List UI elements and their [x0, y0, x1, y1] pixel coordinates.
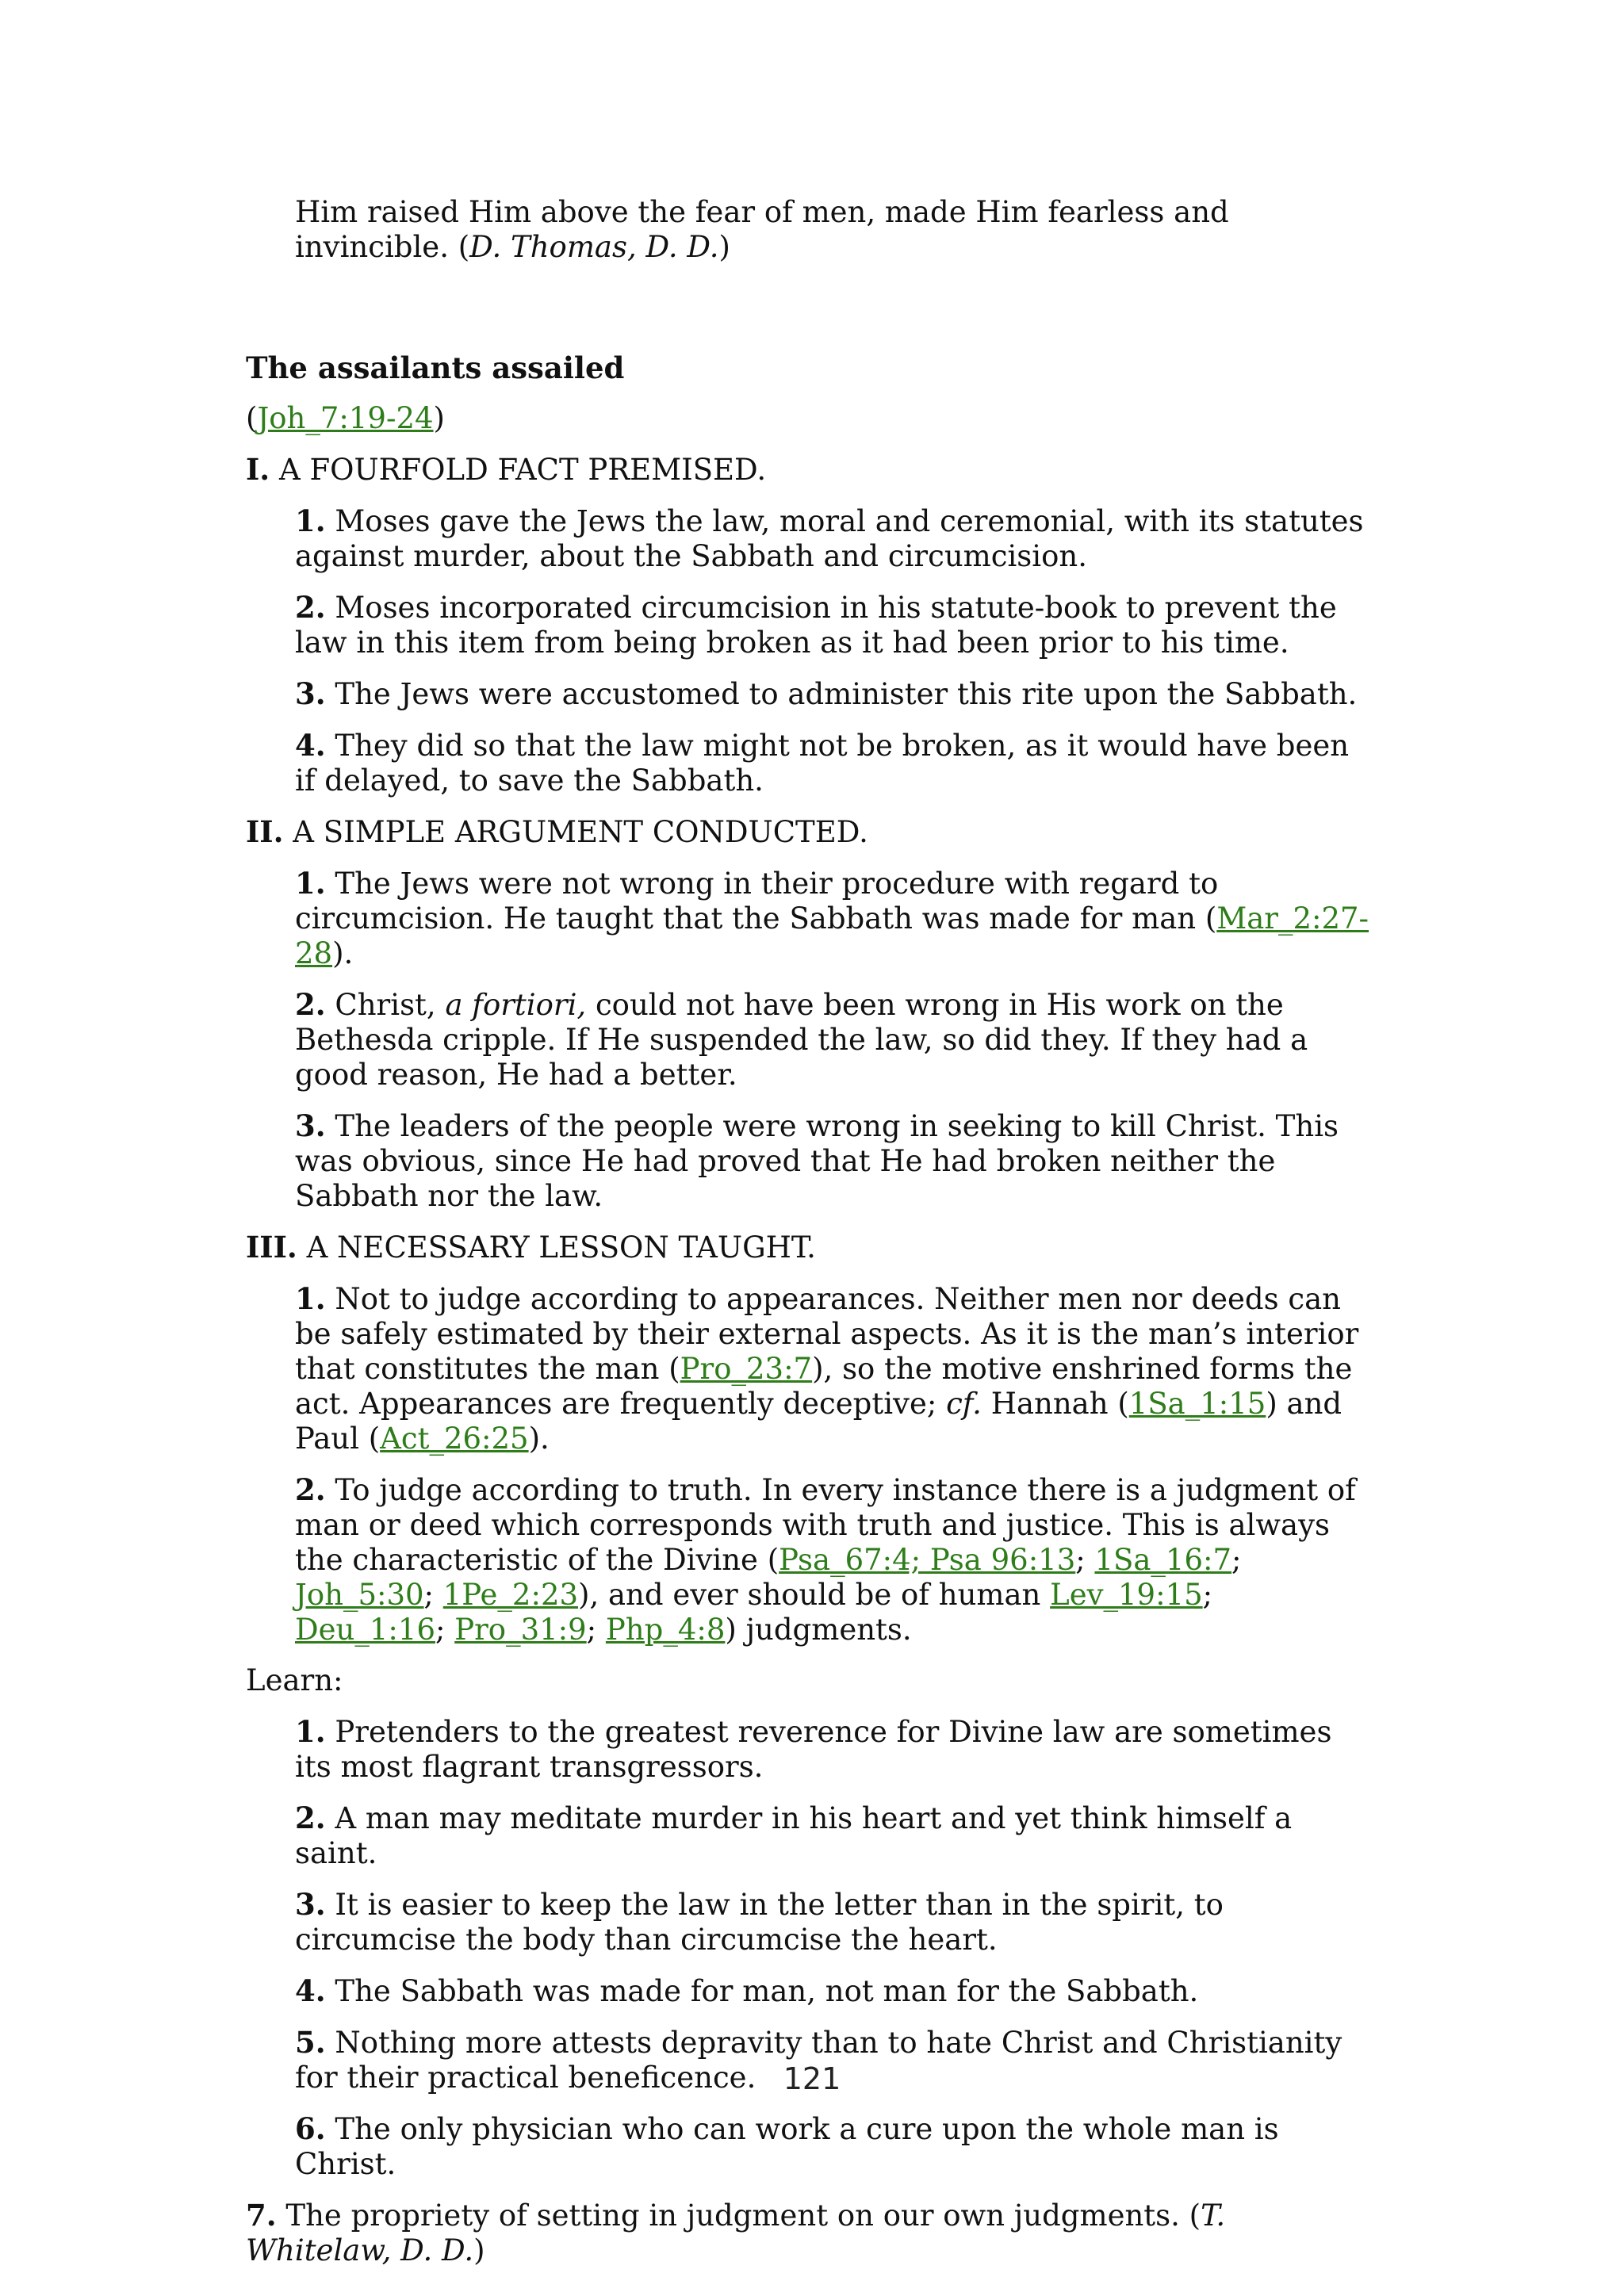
main-content — [246, 350, 1372, 2268]
intro-paragraph — [246, 195, 1372, 265]
part3-heading: III. A NECESSARY LESSON TAUGHT. — [246, 1230, 816, 1265]
scripture-link[interactable]: Php_4:8 — [605, 1613, 726, 1647]
scripture-link[interactable]: Lev_19:15 — [1050, 1578, 1203, 1612]
scripture-link[interactable]: Pro_31:9 — [454, 1613, 587, 1647]
scripture-link[interactable]: 1Pe_2:23 — [442, 1578, 579, 1612]
scripture-link[interactable]: Joh_7:19-24 — [257, 401, 434, 435]
learn-item: 6. The only physician who can work a cure upon the whole man is Christ. — [295, 2111, 1279, 2181]
part2-item: 1. The Jews were not wrong in their procedure with regard to circumcision. He taught that the Sabbath was made for man (Mar_2:27-28). — [295, 866, 1369, 970]
scripture-link[interactable]: Psa_67:4; Psa 96:13 — [779, 1543, 1076, 1577]
page-number: 121 — [783, 2061, 841, 2096]
part3-item: 1. Not to judge according to appearances. Neither men nor deeds can be safely estimated by their external aspects. As it is the man’s interior that constitutes the man (Pro_23:7), so the motive enshrined forms the act. Appearances are frequently deceptive; cf. Hannah (1Sa_1:15) and Paul (Act_26:25). — [295, 1281, 1359, 1456]
scripture-link[interactable]: 1Sa_16:7 — [1094, 1543, 1232, 1577]
learn-item: 4. The Sabbath was made for man, not man for the Sabbath. — [295, 1973, 1199, 2008]
part1-item: 3. The Jews were accustomed to administer this rite upon the Sabbath. — [295, 676, 1358, 711]
learn-label: Learn: — [246, 1663, 343, 1697]
part2-heading: II. A SIMPLE ARGUMENT CONDUCTED. — [246, 814, 868, 849]
learn-item: 5. Nothing more attests depravity than to hate Christ and Christianity for their practical beneficence. — [295, 2025, 1342, 2095]
learn-item-final: 7. The propriety of setting in judgment on our own judgments. (T. Whitelaw, D. D.) — [246, 2198, 1226, 2267]
scripture-link[interactable]: Act_26:25 — [380, 1422, 529, 1456]
intro-author: D. Thomas, D. D. — [469, 230, 719, 264]
part3-item: 2. To judge according to truth. In every instance there is a judgment of man or deed which corresponds with truth and justice. This is always the characteristic of the Divine (Psa_67:4; Psa 96:13; 1Sa_16:7; Joh_5:30; 1Pe_2:23), and ever should be of human Lev_19:15; Deu_1:16; Pro_31:9; Php_4:8) judgments. — [295, 1472, 1356, 1647]
section-title: The assailants assailed — [246, 350, 625, 385]
part1-item: 1. Moses gave the Jews the law, moral and ceremonial, with its statutes against murder, about the Sabbath and circumcision. — [295, 503, 1364, 573]
part1-item: 4. They did so that the law might not be broken, as it would have been if delayed, to save the Sabbath. — [295, 728, 1350, 798]
scripture-link[interactable]: Pro_23:7 — [680, 1352, 813, 1386]
learn-item: 2. A man may meditate murder in his heart and yet think himself a saint. — [295, 1800, 1293, 1870]
intro-text: Him raised Him above the fear of men, made Him fearless and invincible. (D. Thomas, D. D.) — [295, 195, 1229, 264]
learn-item: 1. Pretenders to the greatest reverence for Divine law are sometimes its most flagrant transgressors. — [295, 1714, 1332, 1784]
closing-author: T. Whitelaw, D. D. — [246, 2198, 1226, 2267]
scripture-link[interactable]: 1Sa_1:15 — [1128, 1387, 1266, 1421]
scripture-link[interactable]: Deu_1:16 — [295, 1613, 435, 1647]
part1-item: 2. Moses incorporated circumcision in his statute-book to prevent the law in this item from being broken as it had been prior to his time. — [295, 590, 1337, 660]
part2-item: 3. The leaders of the people were wrong in seeking to kill Christ. This was obvious, since He had proved that He had broken neither the Sabbath nor the law. — [295, 1108, 1339, 1213]
learn-item: 3. It is easier to keep the law in the letter than in the spirit, to circumcise the body than circumcise the heart. — [295, 1887, 1224, 1957]
scripture-link[interactable]: Joh_5:30 — [295, 1578, 424, 1612]
scripture-link[interactable]: Mar_2:27-28 — [295, 901, 1369, 970]
part1-heading: I. A FOURFOLD FACT PREMISED. — [246, 452, 767, 487]
part2-item: 2. Christ, a fortiori, could not have been wrong in His work on the Bethesda cripple. If He suspended the law, so did they. If they had a good reason, He had a better. — [295, 987, 1308, 1092]
section-reference: (Joh_7:19-24) — [246, 401, 445, 435]
